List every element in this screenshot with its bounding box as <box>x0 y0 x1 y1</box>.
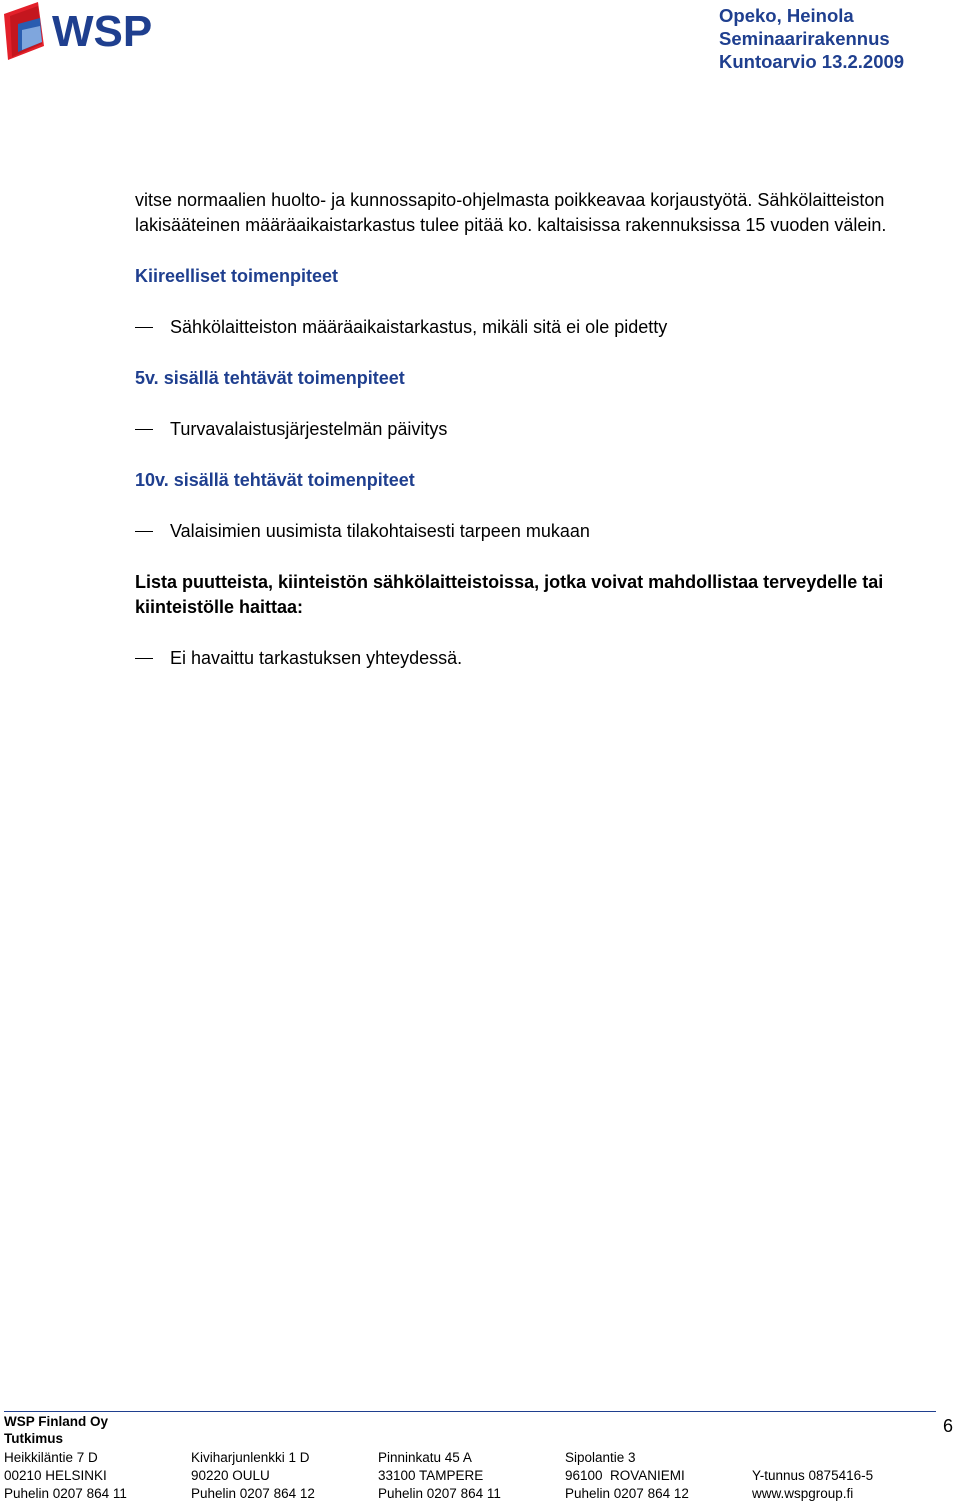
dash-bullet-icon <box>135 658 153 659</box>
list-item <box>135 417 960 442</box>
footer-divider <box>4 1411 936 1412</box>
footer-cell: 96100 ROVANIEMI <box>565 1468 685 1483</box>
defects-heading-line-2: kiinteistölle haittaa: <box>135 597 304 617</box>
logo-text: WSP <box>52 7 153 56</box>
document-header <box>719 4 904 73</box>
list-item <box>135 519 960 544</box>
footer-company <box>4 1413 108 1447</box>
list-item-text: Sähkölaitteiston määräaikaistarkastus, mikäli sitä ei ole pidetty <box>170 317 668 337</box>
footer-addresses <box>4 1449 939 1503</box>
company-name: WSP Finland Oy <box>4 1414 109 1429</box>
dash-bullet-icon <box>135 531 153 532</box>
dash-bullet-icon <box>135 429 153 430</box>
footer-cell: Pinninkatu 45 A <box>378 1450 472 1465</box>
footer-cell <box>752 1449 939 1467</box>
footer-cell: Y-tunnus 0875416-5 <box>752 1468 874 1483</box>
header-line-3: Kuntoarvio 13.2.2009 <box>719 51 905 72</box>
footer-cell: 90220 OULU <box>191 1468 270 1483</box>
footer-cell: Kiviharjunlenkki 1 D <box>191 1450 310 1465</box>
footer-cell: 33100 TAMPERE <box>378 1468 484 1483</box>
list-item-text: Turvavalaistusjärjestelmän päivitys <box>170 419 448 439</box>
document-body <box>135 188 960 671</box>
footer-cell: Puhelin 0207 864 12 <box>191 1486 315 1501</box>
section-heading-10v: 10v. sisällä tehtävät toimenpiteet <box>135 470 415 490</box>
section-heading-urgent: Kiireelliset toimenpiteet <box>135 266 339 286</box>
list-item <box>135 315 960 340</box>
footer-cell: Sipolantie 3 <box>565 1450 636 1465</box>
intro-line-1: vitse normaalien huolto- ja kunnossapito-ohjelmasta poikkeavaa korjaustyötä. Sähkölaitteiston <box>135 190 885 210</box>
page-number: 6 <box>943 1416 954 1436</box>
section-heading-5v: 5v. sisällä tehtävät toimenpiteet <box>135 368 405 388</box>
footer-cell: 00210 HELSINKI <box>4 1468 107 1483</box>
list-item-text: Ei havaittu tarkastuksen yhteydessä. <box>170 648 463 668</box>
header-line-2: Seminaarirakennus <box>719 28 890 49</box>
header-line-1: Opeko, Heinola <box>719 5 854 26</box>
list-item <box>135 646 960 671</box>
footer-cell: Puhelin 0207 864 12 <box>565 1486 689 1501</box>
footer-cell: Puhelin 0207 864 11 <box>4 1486 127 1501</box>
footer-website[interactable]: www.wspgroup.fi <box>752 1486 854 1501</box>
footer-cell: Heikkiläntie 7 D <box>4 1450 98 1465</box>
list-item-text: Valaisimien uusimista tilakohtaisesti tarpeen mukaan <box>170 521 590 541</box>
footer-cell: Puhelin 0207 864 11 <box>378 1486 501 1501</box>
defects-heading-line-1: Lista puutteista, kiinteistön sähkölaitteistoissa, jotka voivat mahdollistaa terveydelle tai <box>135 572 884 592</box>
department-name: Tutkimus <box>4 1431 64 1446</box>
wsp-logo <box>4 2 214 62</box>
intro-line-2: lakisääteinen määräaikaistarkastus tulee pitää ko. kaltaisissa rakennuksissa 15 vuoden välein. <box>135 215 887 235</box>
dash-bullet-icon <box>135 327 153 328</box>
